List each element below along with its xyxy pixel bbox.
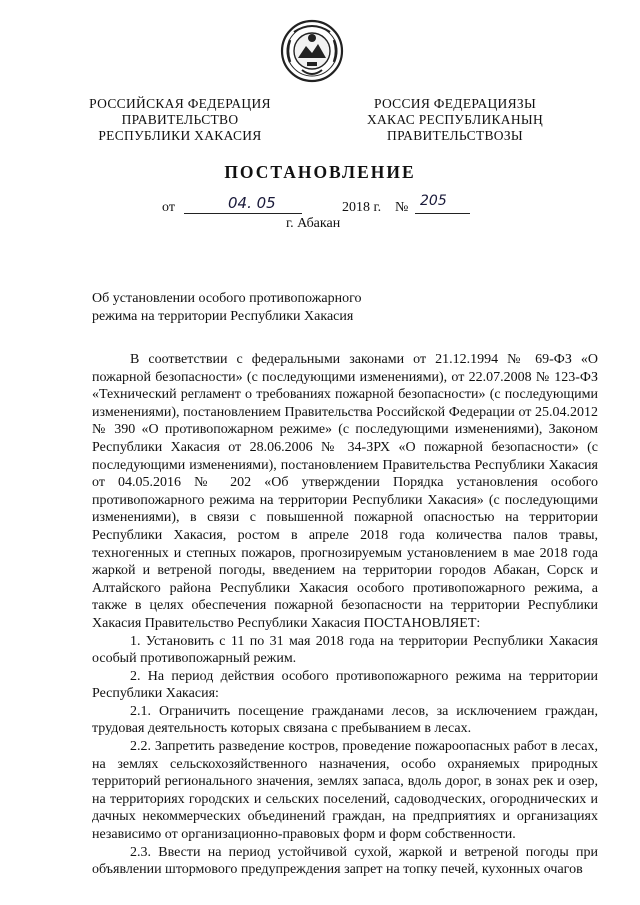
- handwritten-number: 205: [420, 193, 447, 209]
- header-left-line-2: ПРАВИТЕЛЬСТВО: [121, 112, 239, 127]
- header-right-line-2: ХАКАС РЕСПУБЛИКАНЫҢ: [366, 112, 544, 127]
- number-label: №: [395, 200, 409, 215]
- coat-of-arms-emblem: [280, 18, 344, 84]
- header-right-line-3: ПРАВИТЕЛЬСТВОЗЫ: [387, 128, 523, 143]
- document-title: ПОСТАНОВЛЕНИЕ: [224, 162, 416, 182]
- body-paragraph-preamble: В соответствии с федеральными законами от 21.12.1994 № 69-ФЗ «О пожарной безопасности» (с последующими изменениями), от 22.07.2008 № 123-ФЗ «Технический регламент о требованиях пожарной безопасности» (с последующими изменениями), постановлением Правительства Российской Федерации от 25.04.2012 № 390 «О противопожарном режиме» (с последующими изменениями), Законом Республики Хакасия от 28.06.2006 № 34-ЗРХ «О пожарной безопасности» (с последующими изменениями), постановлением Правительства Республики Хакасия от 04.05.2016 № 202 «Об утверждении Порядка установления особого противопожарного режима на территории Республики Хакасия» (с последующими изменениями), в связи с повышенной пожарной опасностью на территории Республики Хакасия, ростом в апреле 2018 года количества палов травы, техногенных и степных пожаров, прогнозируемым установлением в мае 2018 года жаркой и ветреной погоды, введением на территории городов Абакан, Сорск и Алтайского района Республики Хакасия особого противопожарного режима, а также в целях обеспечения пожарной безопасности на территории Республики Хакасия Правительство Республики Хакасия ПОСТАНОВЛЯЕТ:: [92, 352, 598, 631]
- body-paragraph-2-2: 2.2. Запретить разведение костров, проведение пожароопасных работ в лесах, на землях сельскохозяйственного назначения, особо охраняемых природных территорий регионального значения, землях запаса, вдоль дорог, в зонах рек и озер, на территориях городских и сельских поселений, садоводческих, огороднических и дачных некоммерческих объединений граждан, на предприятиях и организациях независимо от организационно-правовых форм и форм собственности.: [92, 739, 598, 843]
- number-underline: [415, 213, 470, 214]
- date-prefix: от: [162, 200, 175, 215]
- document-body: [92, 351, 598, 879]
- body-paragraph-2-1: 2.1. Ограничить посещение гражданами лесов, за исключением граждан, трудовая деятельность которых связана с пребыванием в лесах.: [92, 703, 598, 737]
- body-paragraph-2: 2. На период действия особого противопожарного режима на территории Республики Хакасия:: [92, 668, 598, 702]
- handwritten-date: 04. 05: [228, 194, 276, 212]
- year-suffix: 2018 г.: [342, 200, 382, 215]
- document-subject: Об установлении особого противопожарного режима на территории Республики Хакасия: [92, 291, 362, 324]
- header-right-line-1: РОССИЯ ФЕДЕРАЦИЯЗЫ: [373, 96, 537, 111]
- header-left-block: [70, 96, 290, 144]
- header-left-line-1: РОССИЙСКАЯ ФЕДЕРАЦИЯ: [89, 96, 271, 111]
- body-paragraph-2-3: 2.3. Ввести на период устойчивой сухой, жаркой и ветреной погоды при объявлении штормового предупреждения запрет на топку печей, кухонных очагов: [92, 844, 598, 878]
- header-right-block: [345, 96, 565, 144]
- city-label: г. Абакан: [286, 216, 341, 231]
- header-left-line-3: РЕСПУБЛИКИ ХАКАСИЯ: [98, 128, 262, 143]
- date-underline: [184, 213, 302, 214]
- body-paragraph-1: 1. Установить с 11 по 31 мая 2018 года на территории Республики Хакасия особый противопожарный режим.: [92, 633, 598, 667]
